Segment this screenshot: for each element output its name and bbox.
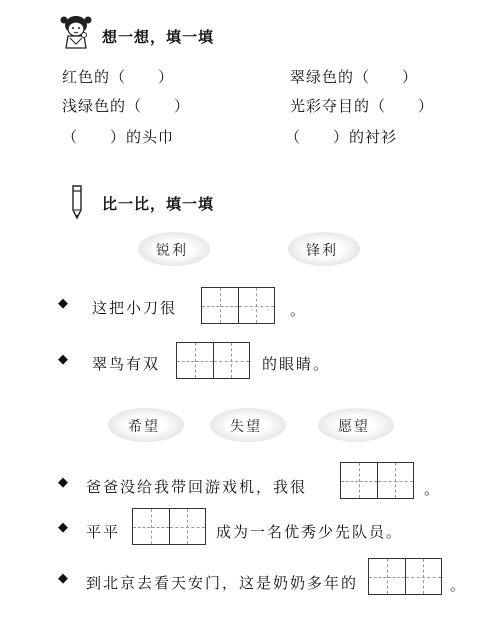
sentence-game-console-end: 。	[424, 480, 442, 498]
answer-box-game-console[interactable]	[340, 462, 414, 499]
diamond-bullet-icon: ◆	[58, 352, 68, 367]
sentence-kingfisher: 翠鸟有双	[92, 355, 161, 373]
fill-item-scarf: （ ）的头巾	[62, 128, 175, 146]
sentence-knife: 这把小刀很	[92, 299, 178, 317]
word-option-wish: 愿望	[338, 419, 370, 435]
diamond-bullet-icon: ◆	[58, 475, 68, 490]
sentence-knife-end: 。	[290, 301, 308, 319]
answer-box-pingping[interactable]	[132, 508, 206, 545]
section1-title: 想一想，填一填	[102, 28, 215, 46]
girl-thinking-icon	[60, 14, 94, 50]
word-option-disappointed: 失望	[230, 419, 262, 435]
diamond-bullet-icon: ◆	[58, 520, 68, 535]
word-option-keen: 锋利	[306, 243, 338, 259]
fill-item-shirt: （ ）的衬衫	[285, 128, 398, 146]
pencil-icon	[68, 184, 86, 220]
answer-box-beijing[interactable]	[368, 558, 442, 595]
sentence-beijing-end: 。	[450, 576, 468, 594]
fill-item-red: 红色的（ ）	[62, 68, 175, 86]
sentence-game-console: 爸爸没给我带回游戏机，我很	[86, 478, 308, 496]
word-option-hope: 希望	[128, 419, 160, 435]
word-option-sharp: 锐利	[156, 243, 188, 259]
diamond-bullet-icon: ◆	[58, 571, 68, 586]
fill-item-light-green: 浅绿色的（ ）	[62, 97, 191, 115]
sentence-kingfisher-end: 的眼睛。	[262, 355, 331, 373]
diamond-bullet-icon: ◆	[58, 296, 68, 311]
sentence-beijing: 到北京去看天安门，这是奶奶多年的	[86, 574, 359, 592]
sentence-pingping: 平平	[86, 523, 121, 541]
fill-item-dazzling: 光彩夺目的（ ）	[290, 97, 435, 115]
section2-title: 比一比，填一填	[102, 195, 215, 213]
answer-box-knife[interactable]	[201, 287, 275, 324]
sentence-pingping-end: 成为一名优秀少先队员。	[216, 523, 404, 541]
answer-box-kingfisher[interactable]	[176, 342, 250, 379]
fill-item-emerald: 翠绿色的（ ）	[290, 68, 419, 86]
